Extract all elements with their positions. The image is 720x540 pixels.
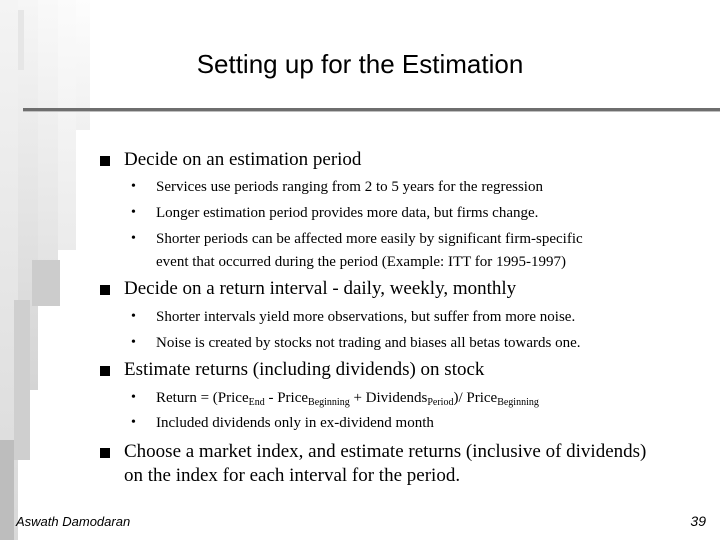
dot-bullet-icon: •: [131, 231, 136, 246]
bullet-market-index-continued: on the index for each interval for the period.: [124, 465, 461, 486]
background-gradient-block: [58, 0, 76, 250]
title-divider-shadow: [23, 111, 720, 112]
dot-bullet-icon: •: [131, 335, 136, 350]
page-number: 39: [690, 513, 706, 529]
background-gray-block: [32, 260, 60, 306]
square-bullet-icon: [100, 448, 110, 458]
square-bullet-icon: [100, 366, 110, 376]
sub-bullet-shorter-intervals: Shorter intervals yield more observations, but suffer from more noise.: [156, 309, 576, 325]
background-gray-block: [0, 440, 14, 540]
dot-bullet-icon: •: [131, 415, 136, 430]
bullet-estimate-returns: Estimate returns (including dividends) on stock: [124, 359, 485, 380]
sub-bullet-dividends: Included dividends only in ex-dividend month: [156, 415, 434, 431]
slide-title: Setting up for the Estimation: [196, 49, 524, 79]
sub-bullet-services-periods: Services use periods ranging from 2 to 5 years for the regression: [156, 179, 543, 195]
background-gray-block: [14, 300, 30, 460]
bullet-return-interval: Decide on a return interval - daily, weekly, monthly: [124, 278, 517, 299]
sub-bullet-longer-period: Longer estimation period provides more data, but firms change.: [156, 205, 539, 221]
square-bullet-icon: [100, 285, 110, 295]
return-formula: Return = (Price$_{End}$ - Price$_{Beginning}$ + Dividends$_{Period}$)/ Price$_{Beginning}$: [156, 390, 539, 408]
sub-bullet-shorter-periods: Shorter periods can be affected more easily by significant firm-specific: [156, 231, 583, 247]
dot-bullet-icon: •: [131, 309, 136, 324]
dot-bullet-icon: •: [131, 390, 136, 405]
dot-bullet-icon: •: [131, 179, 136, 194]
background-gradient-block: [38, 0, 58, 300]
sub-bullet-noise: Noise is created by stocks not trading and biases all betas towards one.: [156, 335, 581, 351]
bullet-market-index: Choose a market index, and estimate returns (inclusive of dividends): [124, 441, 647, 462]
footer-author: Aswath Damodaran: [16, 514, 131, 529]
bullet-estimation-period: Decide on an estimation period: [124, 149, 362, 170]
sub-bullet-shorter-periods-continued: event that occurred during the period (Example: ITT for 1995-1997): [156, 254, 567, 270]
square-bullet-icon: [100, 156, 110, 166]
dot-bullet-icon: •: [131, 205, 136, 220]
